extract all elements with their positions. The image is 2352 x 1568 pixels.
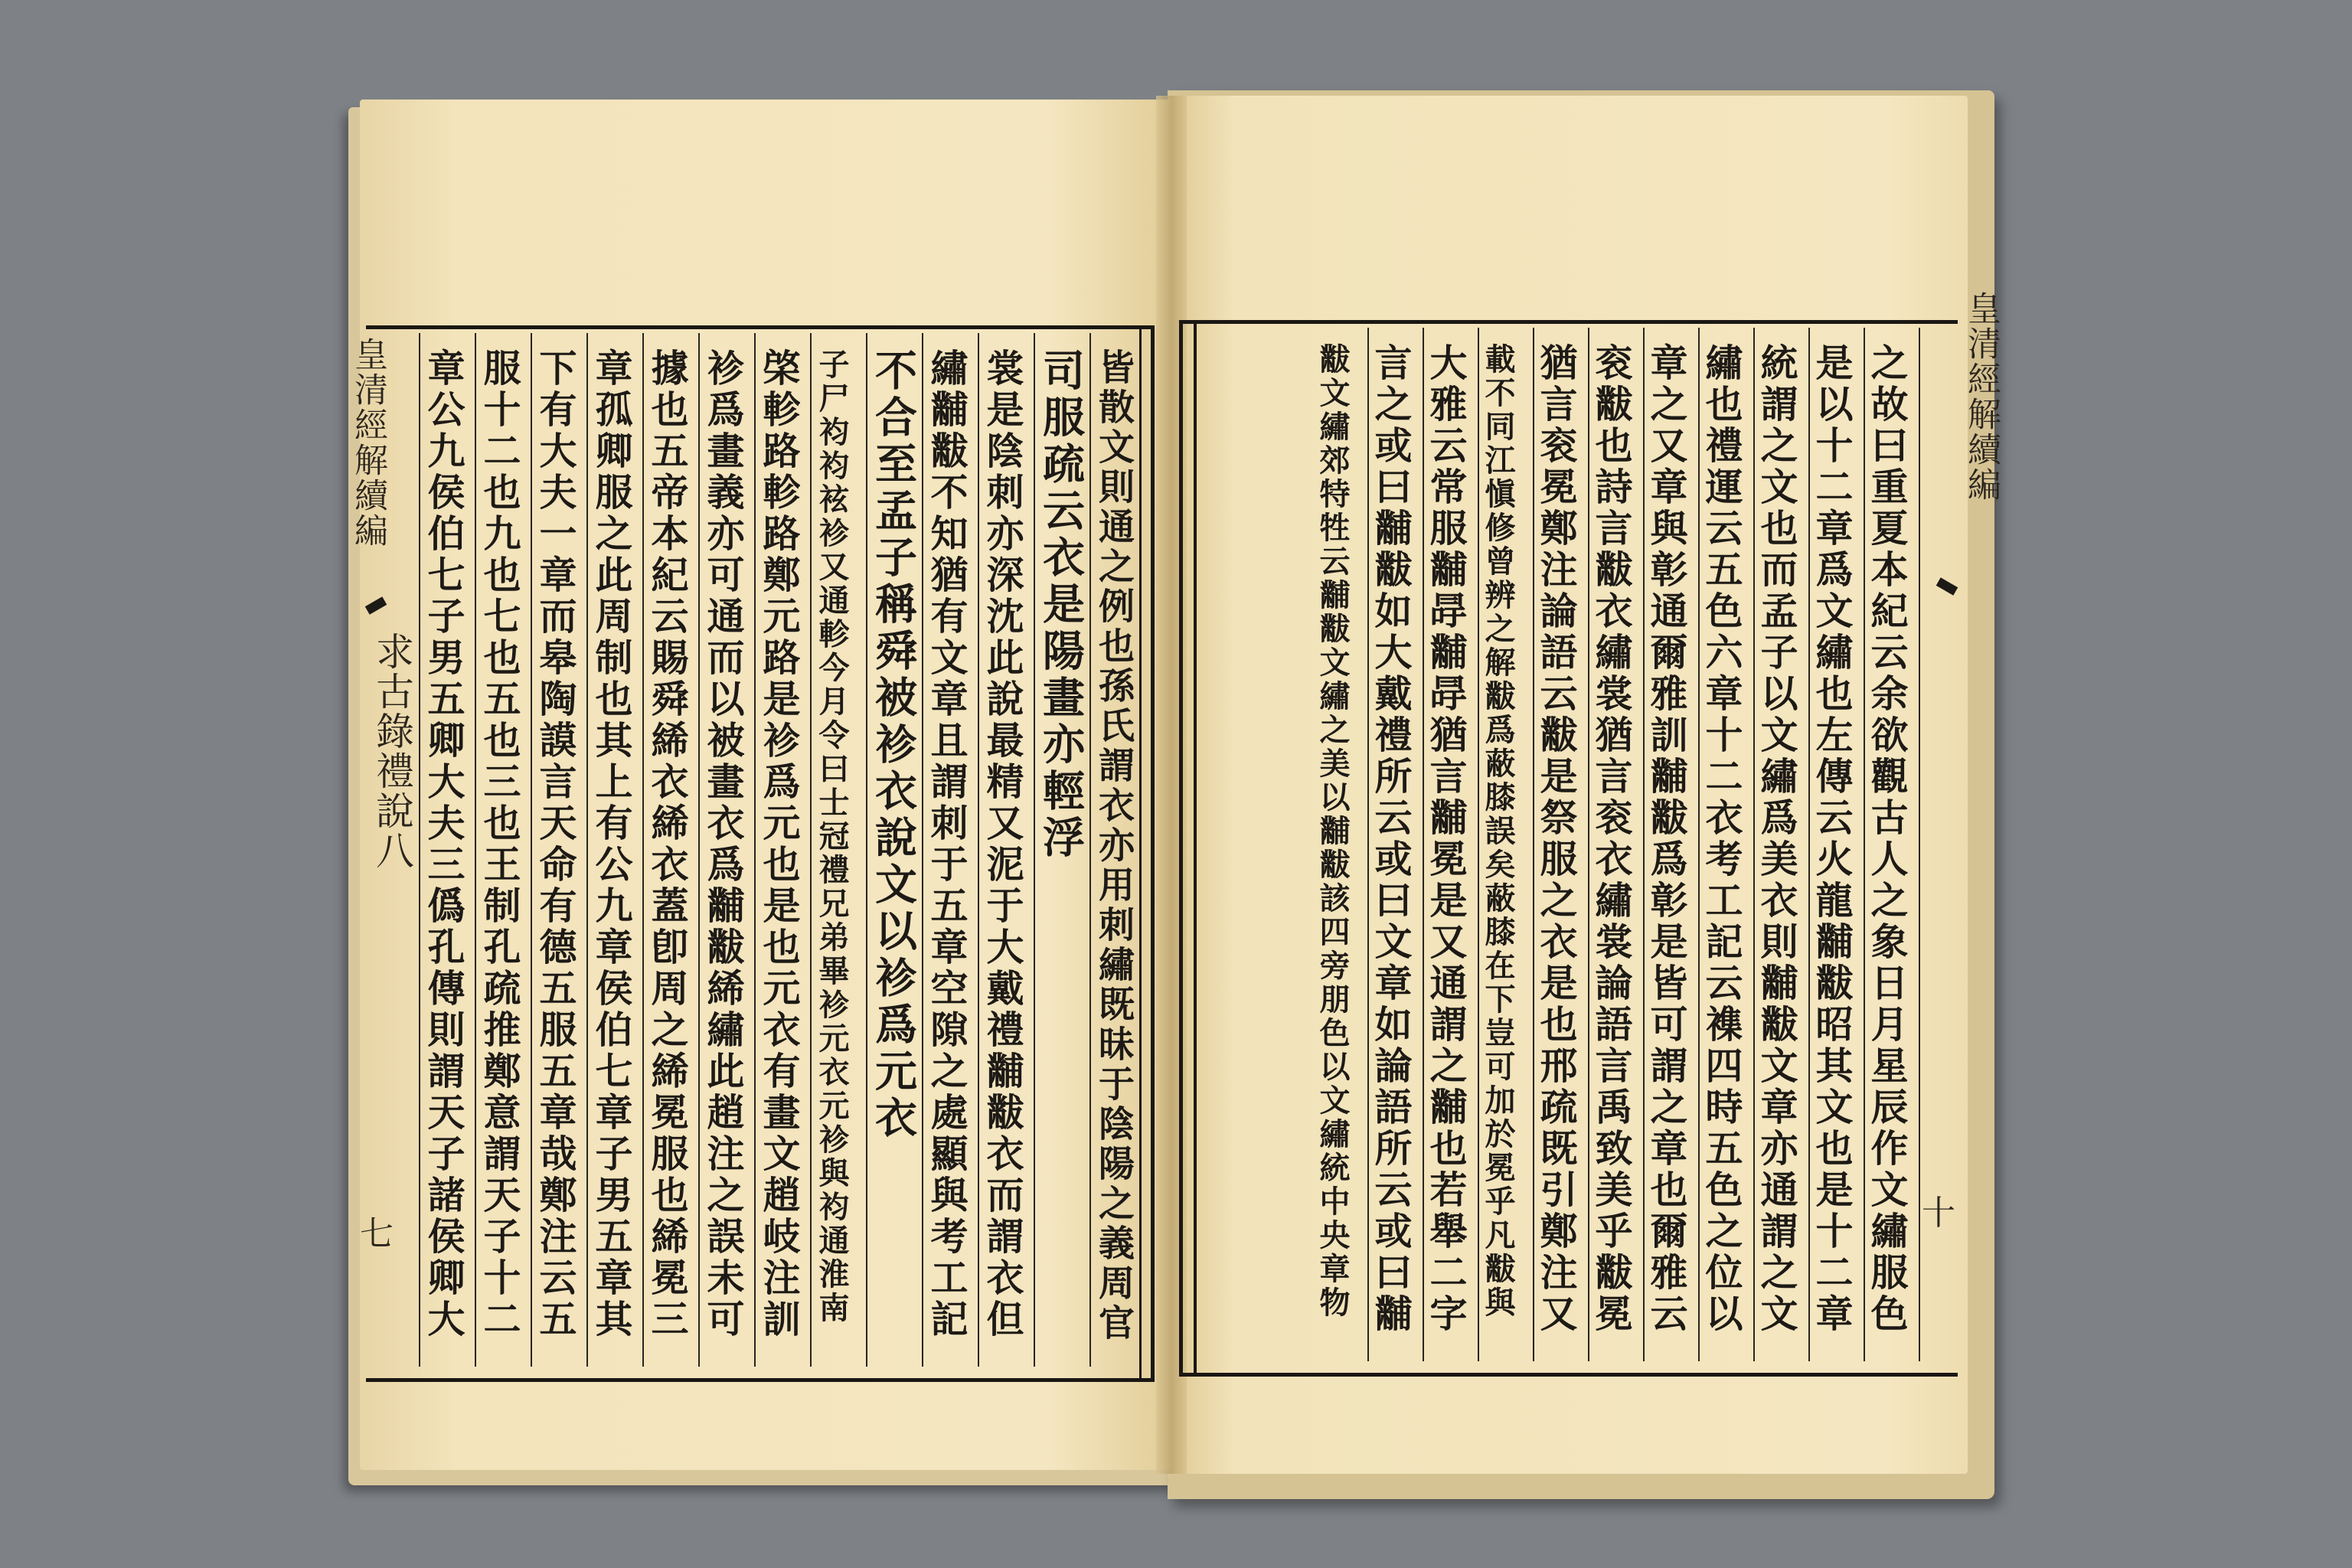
left-page-column-rule	[1034, 333, 1035, 1367]
left-page-column-rule	[810, 333, 812, 1367]
right-page-column-rule	[1588, 328, 1589, 1361]
left-page-column: 袗爲畫義亦可通而以被畫衣爲黼黻絺繡此趙注之誤未可	[701, 348, 746, 1341]
right-page-column: 是以十二章爲文繡也左傳云火龍黼黻昭其文也是十二章	[1810, 343, 1854, 1335]
left-page-column-rule	[642, 333, 644, 1367]
right-page-column: 黻文繡郊特牲云黼黻文繡之美以黼黻該四旁朋色以文繡統中央章物	[1315, 343, 1351, 1320]
left-page-column: 不合至孟子稱舜被袗衣說文以袗爲元衣	[868, 348, 918, 1142]
left-page-column: 章孤卿服之此周制也其上有公九章侯伯七章子男五章其	[590, 348, 634, 1341]
left-page-column: 據也五帝本紀云賜舜絺衣絺衣蓋卽周之絺冕服也絺冕三	[645, 348, 690, 1341]
right-page-column-rule	[1753, 328, 1755, 1361]
right-page-column: 猶言衮冕鄭注論語云黻是祭服之衣是也邢疏既引鄭注又	[1534, 343, 1579, 1335]
left-page-column: 繡黼黻不知猶有文章且謂刺于五章空隙之處顯與考工記	[925, 348, 969, 1341]
left-page-column-rule	[922, 333, 923, 1367]
left-page-column: 子尸袀袀袨袗又通軫今月令曰士冠禮兄弟畢袗元衣元袗與袀通淮南	[814, 348, 850, 1325]
left-page-column-rule	[978, 333, 979, 1367]
right-page-column: 大雅云常服黼冔黼冔猶言黼冕是又通謂之黼也若舉二字	[1424, 343, 1468, 1335]
left-page-column: 皆散文則通之例也孫氏謂衣亦用刺繡既昧于陰陽之義周官	[1093, 348, 1135, 1344]
left-page-column-rule	[475, 333, 476, 1367]
left-banner-title: 皇清經解續編	[348, 337, 387, 548]
right-page-column: 載不同江愼修曾辨之解黻爲蔽膝誤矣蔽膝在下豈可加於冕乎凡黻與	[1480, 343, 1516, 1320]
right-page-column: 之故曰重夏本紀云余欲觀古人之象日月星辰作文繡服色	[1865, 343, 1909, 1335]
right-page-column-rule	[1919, 328, 1920, 1361]
right-page-column-rule	[1367, 328, 1369, 1361]
right-folio: 十	[1922, 1194, 1955, 1233]
left-page-column-rule	[698, 333, 700, 1367]
left-page-column: 裳是陰刺亦深沈此說最精又泥于大戴禮黼黻衣而謂衣但	[981, 348, 1025, 1341]
left-page-column-rule	[754, 333, 756, 1367]
left-section-title: 求古錄禮說八	[370, 632, 414, 871]
left-page-column-rule	[1089, 333, 1091, 1367]
left-page-column: 服十二也九也七也五也三也王制孔疏推鄭意謂天子十二	[478, 348, 522, 1341]
left-page-column-rule	[531, 333, 532, 1367]
right-page-column: 繡也禮運云五色六章十二衣考工記云襍四時五色之位以	[1700, 343, 1744, 1335]
left-page-column: 棨軫路軫路鄭元路是袗爲元也是也元衣有畫文趙岐注訓	[757, 348, 802, 1341]
right-page-column-rule	[1423, 328, 1424, 1361]
right-page-column-rule	[1643, 328, 1645, 1361]
right-banner-title: 皇清經解續編	[1962, 291, 2001, 502]
right-page-column-rule	[1698, 328, 1700, 1361]
right-page-column: 章之又章與彰通爾雅訓黼黻爲彰是皆可謂之章也爾雅云	[1645, 343, 1689, 1335]
right-page-column-rule	[1808, 328, 1810, 1361]
left-folio: 七	[360, 1214, 394, 1253]
left-page-column: 司服疏云衣是陽畫亦輕浮	[1036, 348, 1086, 862]
right-page-column: 衮黻也詩言黻衣繡裳猶言衮衣繡裳論語言禹致美乎黻冕	[1589, 343, 1634, 1335]
right-page-column: 統謂之文也而孟子以文繡爲美衣則黼黻文章亦通謂之文	[1755, 343, 1799, 1335]
left-page-column: 章公九侯伯七子男五卿大夫三僞孔傳則謂天子諸侯卿大	[422, 348, 466, 1341]
right-page-column: 言之或曰黼黻如大戴禮所云或曰文章如論語所云或曰黼	[1369, 343, 1413, 1335]
right-page-column-rule	[1533, 328, 1534, 1361]
right-page-column-rule	[1478, 328, 1479, 1361]
left-page-column-rule	[586, 333, 588, 1367]
left-page-column-rule	[866, 333, 867, 1367]
right-page-column-rule	[1864, 328, 1865, 1361]
left-page-column: 下有大夫一章而皋陶謨言天命有德五服五章哉鄭注云五	[534, 348, 578, 1341]
